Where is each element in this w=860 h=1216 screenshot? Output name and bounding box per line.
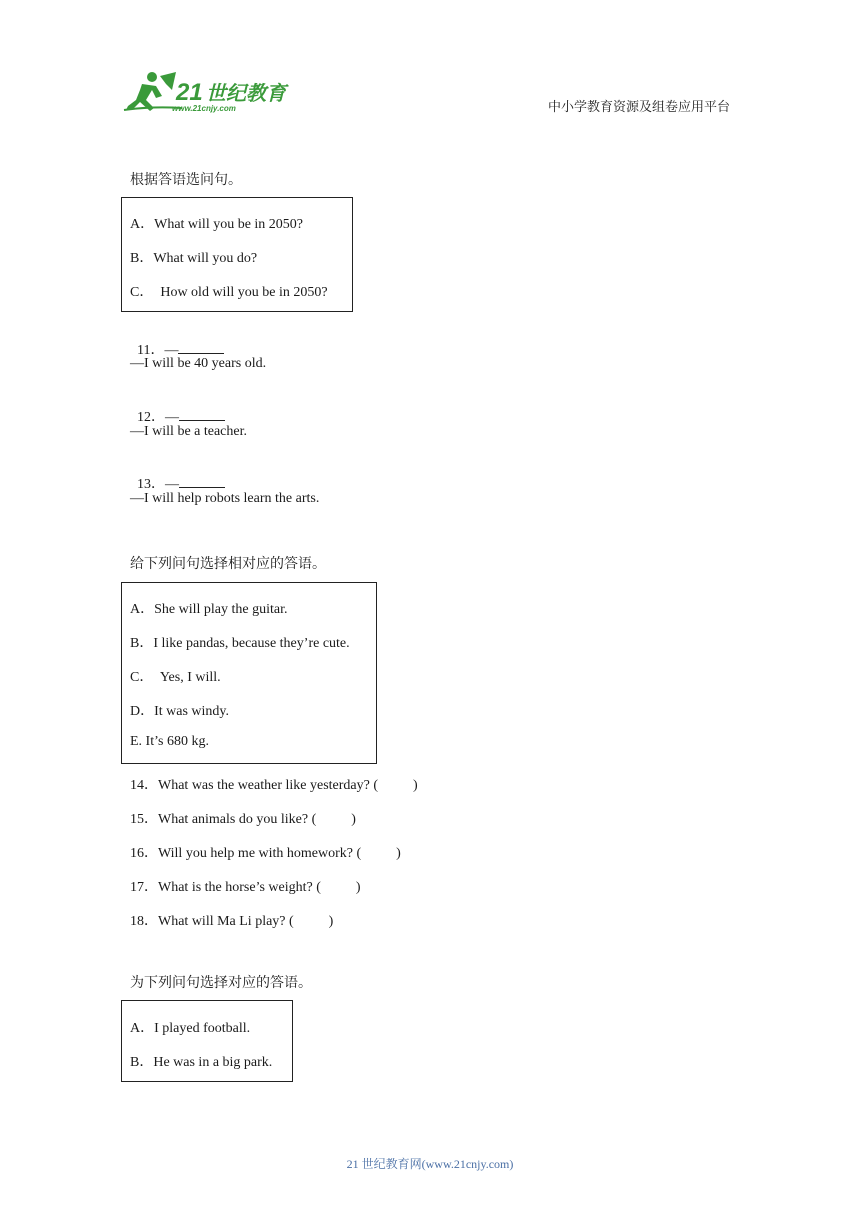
section1-option-a: A．What will you be in 2050? [130, 217, 304, 232]
question-11-answer: —I will be 40 years old. [130, 356, 267, 371]
question-18: 18．What will Ma Li play? ( ) [130, 914, 334, 929]
answer-blank[interactable] [178, 339, 224, 354]
question-number: 11．— [137, 343, 179, 358]
question-17: 17．What is the horse’s weight? ( ) [130, 880, 361, 895]
section2-option-d: D．It was windy. [130, 704, 230, 719]
section2-option-a: A．She will play the guitar. [130, 602, 288, 617]
question-11 [130, 323, 224, 359]
section3-option-b: B．He was in a big park. [130, 1055, 273, 1070]
question-13-answer: —I will help robots learn the arts. [130, 491, 320, 506]
answer-blank[interactable] [179, 406, 225, 421]
question-15: 15．What animals do you like? ( ) [130, 812, 356, 827]
section1-option-b: B．What will you do? [130, 251, 258, 266]
section1-instruction: 根据答语选问句。 [130, 173, 242, 188]
section2-options-box [121, 582, 377, 764]
section2-instruction: 给下列问句选择相对应的答语。 [130, 557, 326, 572]
logo-number: 21 [176, 79, 203, 106]
question-16: 16．Will you help me with homework? ( ) [130, 846, 401, 861]
section1-options-box [121, 197, 353, 312]
question-12-answer: —I will be a teacher. [130, 424, 248, 439]
logo-chinese-text: 世纪教育 [206, 81, 286, 105]
footer-link[interactable]: 21 世纪教育网(www.21cnjy.com) [346, 1157, 514, 1171]
logo-url: www.21cnjy.com [172, 104, 236, 113]
answer-blank[interactable] [179, 473, 225, 488]
question-13 [130, 457, 225, 493]
site-logo [122, 70, 290, 114]
section3-options-box [121, 1000, 293, 1082]
question-14: 14．What was the weather like yesterday? ( ) [130, 778, 418, 793]
section2-option-c: C． Yes, I will. [130, 670, 221, 685]
section3-instruction: 为下列问句选择对应的答语。 [130, 976, 312, 991]
question-12 [130, 390, 225, 426]
section3-option-a: A．I played football. [130, 1021, 251, 1036]
section2-option-e: E. It’s 680 kg. [130, 734, 209, 749]
section2-option-b: B．I like pandas, because they’re cute. [130, 636, 350, 651]
logo-runner-icon [122, 70, 290, 114]
section1-option-c: C． How old will you be in 2050? [130, 285, 328, 300]
header-platform-text: 中小学教育资源及组卷应用平台 [547, 99, 730, 114]
question-number: 12．— [137, 410, 179, 425]
question-number: 13．— [137, 477, 179, 492]
